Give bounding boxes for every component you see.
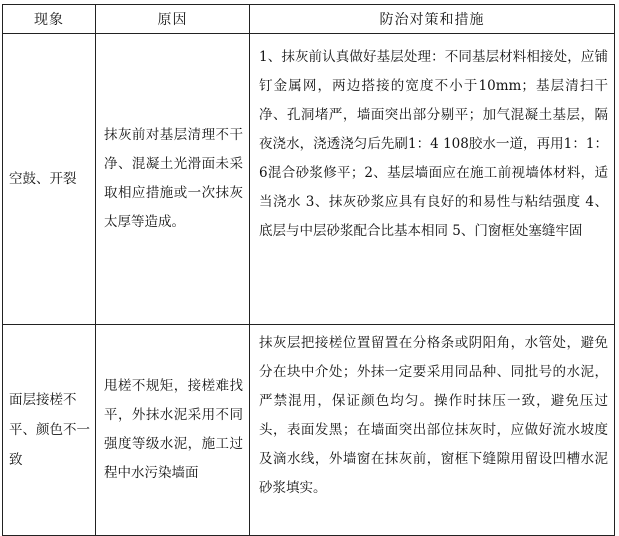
header-cause: 原因 — [96, 5, 250, 34]
cause-cell: 抹灰前对基层清理不干净、混凝土光滑面未采取相应措施或一次抹灰太厚等造成。 — [96, 34, 250, 325]
header-row — [3, 5, 615, 34]
phenomenon-cell: 空鼓、开裂 — [3, 34, 96, 325]
phenomenon-cell: 面层接槎不平、颜色不一致 — [3, 325, 96, 536]
table-row — [3, 325, 615, 536]
header-measures: 防治对策和措施 — [250, 5, 615, 34]
measures-cell: 1、抹灰前认真做好基层处理：不同基层材料相接处，应铺钉金属网，两边搭接的宽度不小于10mm；基层清扫干净、孔洞堵严，墙面突出部分剔平；加气混凝土基层，隔夜浇水，浇透浇匀后先刷1：4 108胶水一道，再用1：1：6混合砂浆修平；2、基层墙面应在施工前视墙体材料，适当浇水 3、抹灰砂浆应具有良好的和易性与粘结强度 4、底层与中层砂浆配合比基本相同 5、门窗框处塞缝牢固 — [250, 34, 615, 325]
header-phenomenon: 现象 — [3, 5, 96, 34]
cause-cell: 甩槎不规矩，接槎难找平，外抹水泥采用不同强度等级水泥，施工过程中水污染墙面 — [96, 325, 250, 536]
remedy-table — [2, 4, 615, 536]
table-row — [3, 34, 615, 325]
measures-cell: 抹灰层把接槎位置留置在分格条或阴阳角，水管处，避免分在块中介处；外抹一定要采用同品种、同批号的水泥，严禁混用，保证颜色均匀。操作时抹压一致，避免压过头，表面发黑；在墙面突出部位抹灰时，应做好流水坡度及滴水线，外墙窗在抹灰前，窗框下缝隙用留设凹槽水泥砂浆填实。 — [250, 325, 615, 536]
